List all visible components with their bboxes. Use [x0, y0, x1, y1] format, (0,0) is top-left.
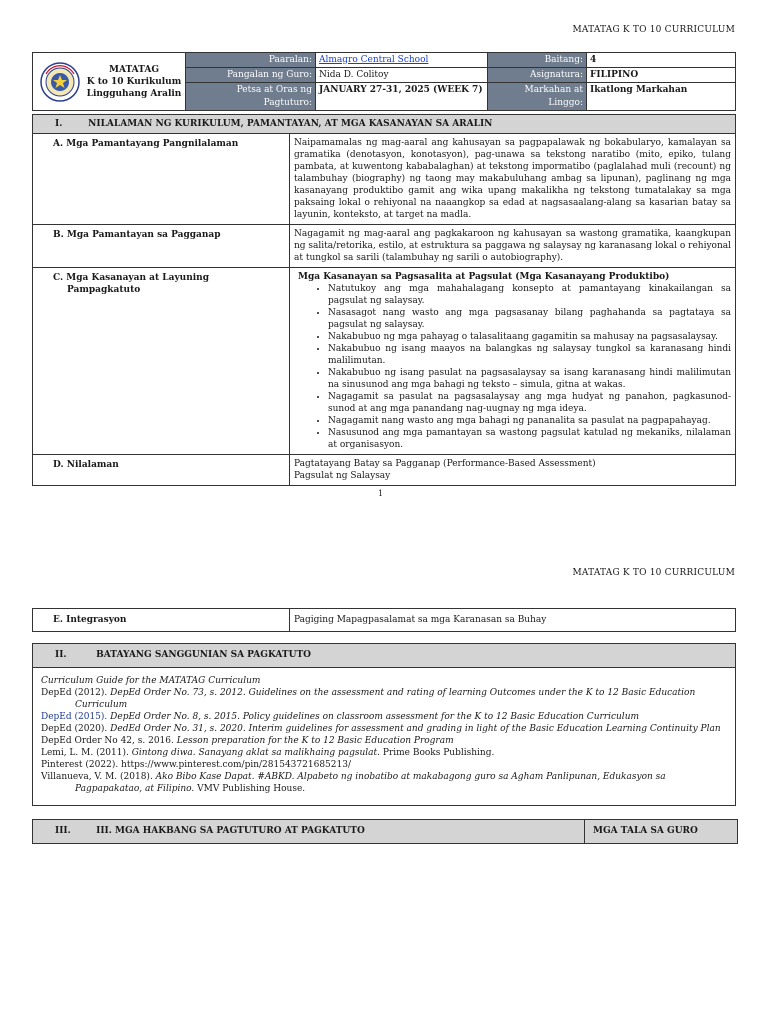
page-header-curriculum: MATATAG K TO 10 CURRICULUM	[572, 25, 735, 35]
teacher-notes-header: MGA TALA SA GURO	[585, 820, 738, 844]
row-a-label: A. Mga Pamantayang Pangnilalaman	[33, 134, 290, 225]
reference-item: DepEd Order No 42, s. 2016. Lesson preparation for the K to 12 Basic Education Program	[41, 736, 454, 746]
row-d-content	[290, 455, 736, 486]
section-3-table	[32, 819, 738, 844]
row-c-label-line-1: C. Mga Kasanayan at Layuning	[53, 273, 210, 283]
page-number: 1	[378, 489, 384, 498]
row-c-label	[33, 268, 290, 455]
title-line-2: K to 10 Kurikulum	[86, 76, 182, 87]
deped-seal-icon	[40, 62, 80, 102]
row-c-list	[294, 283, 731, 451]
row-c-heading: Mga Kasanayan sa Pagsasalita at Pagsulat (Mga Kasanayang Produktibo)	[298, 272, 670, 282]
grade-label: Baitang:	[488, 53, 587, 68]
list-item: • Natutukoy ang mga mahahalagang konsepto at pamantayang kinakailangan sa pagsulat ng salaysay.	[328, 283, 731, 307]
section-1-table	[32, 114, 736, 486]
section-3-title: III. MGA HAKBANG SA PAGTUTURO AT PAGKATUTO	[96, 826, 365, 836]
header-logo-cell	[33, 53, 186, 111]
list-item: • Nakabubuo ng isang pasulat na pagsasalaysay sa isang karanasang hindi malilimutan na sinusunod ang mga bahagi ng teksto – simula, gitna at wakas.	[328, 367, 731, 391]
teacher-value: Nida D. Colitoy	[316, 68, 488, 83]
section-2-number: II.	[55, 650, 67, 660]
school-value	[316, 53, 488, 68]
list-item: • Nasusunod ang mga pamantayan sa wastong pagsulat katulad ng mekaniks, nilalaman at organisasyon.	[328, 427, 731, 451]
quarter-label: Markahan at Linggo:	[488, 83, 587, 111]
row-d-line-1: Pagtatayang Batay sa Pagganap (Performance-Based Assessment)	[294, 459, 596, 469]
section-3-header	[33, 820, 585, 844]
list-item: • Nagagamit nang wasto ang mga bahagi ng pananalita sa pasulat na pagpapahayag.	[328, 415, 731, 427]
subject-value: FILIPINO	[587, 68, 736, 83]
quarter-value: Ikatlong Markahan	[587, 83, 736, 111]
row-b-text: Nagagamit ng mag-aaral ang pagkakaroon ng kahusayan sa wastong gramatika, kaangkupan ng salita/retorika, estilo, at estruktura sa paggawa ng salaysay ng karanasang lokal o rehiyonal at tungkol sa sarili (talambuhay ng sarili o autobiography).	[290, 225, 736, 268]
section-1-header	[33, 115, 736, 134]
reference-item: Villanueva, V. M. (2018). Ako Bibo Kase Dapat. #ABKD. Alpabeto ng inobatibo at makabagong guro sa Agham Panlipunan, Edukasyon sa Pagpapakatao, at Filipino. VMV Publishing House.	[41, 772, 666, 794]
reference-item: DepEd (2012). DepEd Order No. 73, s. 2012. Guidelines on the assessment and rating of learning Outcomes under the K to 12 Basic Education Curriculum	[41, 688, 696, 710]
row-e-label: E. Integrasyon	[33, 609, 290, 632]
reference-item: DepEd (2015). DepEd Order No. 8, s. 2015. Policy guidelines on classroom assessment for the K to 12 Basic Education Curriculum	[41, 712, 640, 722]
reference-item: Lemi, L. M. (2011). Gintong diwa. Sanayang aklat sa malikhaing pagsulat. Prime Books Publishing.	[41, 748, 495, 758]
section-1-number: I.	[55, 119, 63, 129]
reference-item: Pinterest (2022). https://www.pinterest.com/pin/281543721685213/	[41, 760, 351, 770]
section-2-table	[32, 643, 736, 806]
teacher-label: Pangalan ng Guro:	[186, 68, 316, 83]
row-c-content	[290, 268, 736, 455]
date-value: JANUARY 27-31, 2025 (WEEK 7)	[316, 83, 488, 111]
reference-item: Curriculum Guide for the MATATAG Curriculum	[41, 676, 261, 686]
list-item: • Nasasagot nang wasto ang mga pagsasanay bilang paghahanda sa pagtataya sa pagsulat ng salaysay.	[328, 307, 731, 331]
row-e-text: Pagiging Mapagpasalamat sa mga Karanasan sa Buhay	[290, 609, 736, 632]
section-2-header	[33, 644, 736, 668]
date-label: Petsa at Oras ng Pagtuturo:	[186, 83, 316, 111]
row-a-text: Naipamamalas ng mag-aaral ang kahusayan sa pagpapalawak ng bokabularyo, kamalayan sa gramatika (denotasyon, konotasyon), pag-unawa sa tekstong naratibo (mito, epiko, tulang pambata, at kuwentong kababalaghan) at tekstong impormatibo (paglalahad muli (recount) ng talambuhay (biography) ng taong may makabuluhang ambag sa lipunan), paglinang ng mga kasanayang produktibo gamit ang wika upang makalikha ng tekstong tumatalakay sa mga paksaing lokal o rehiyonal na naaangkop sa edad at nagsasaalang-alang sa kasarian batay sa layunin, konteksto, at target na madla.	[290, 134, 736, 225]
references-cell	[33, 668, 736, 806]
row-d-line-2: Pagsulat ng Salaysay	[294, 471, 391, 481]
list-item: • Nakabubuo ng isang maayos na balangkas ng salaysay tungkol sa karanasang hindi malilimutan.	[328, 343, 731, 367]
row-c-label-line-2: Pampagkatuto	[67, 285, 141, 295]
row-d-label: D. Nilalaman	[33, 455, 290, 486]
lesson-info-table	[32, 52, 736, 111]
school-label: Paaralan:	[186, 53, 316, 68]
subject-label: Asignatura:	[488, 68, 587, 83]
school-link[interactable]: Almagro Central School	[319, 54, 429, 65]
section-3-number: III.	[55, 826, 71, 836]
title-line-3: Lingguhang Aralin	[86, 88, 182, 99]
list-item: • Nakabubuo ng mga pahayag o talasalitaang gagamitin sa mahusay na pagsasalaysay.	[328, 331, 731, 343]
grade-value: 4	[587, 53, 736, 68]
section-1-title: NILALAMAN NG KURIKULUM, PAMANTAYAN, AT MGA KASANAYAN SA ARALIN	[88, 119, 493, 129]
integration-table	[32, 608, 736, 632]
page-2-header-curriculum: MATATAG K TO 10 CURRICULUM	[572, 568, 735, 578]
reference-item: DepEd (2020). DedEd Order No. 31, s. 2020. Interim guidelines for assessment and grading in light of the Basic Education Learning Continuity Plan	[41, 724, 721, 734]
row-b-label: B. Mga Pamantayan sa Pagganap	[33, 225, 290, 268]
list-item: • Nagagamit sa pasulat na pagsasalaysay ang mga hudyat ng panahon, pagkasunod-sunod at ang mga panandang nag-uugnay ng mga ideya.	[328, 391, 731, 415]
section-2-title: BATAYANG SANGGUNIAN SA PAGKATUTO	[96, 650, 311, 660]
title-line-1: MATATAG	[108, 64, 160, 75]
